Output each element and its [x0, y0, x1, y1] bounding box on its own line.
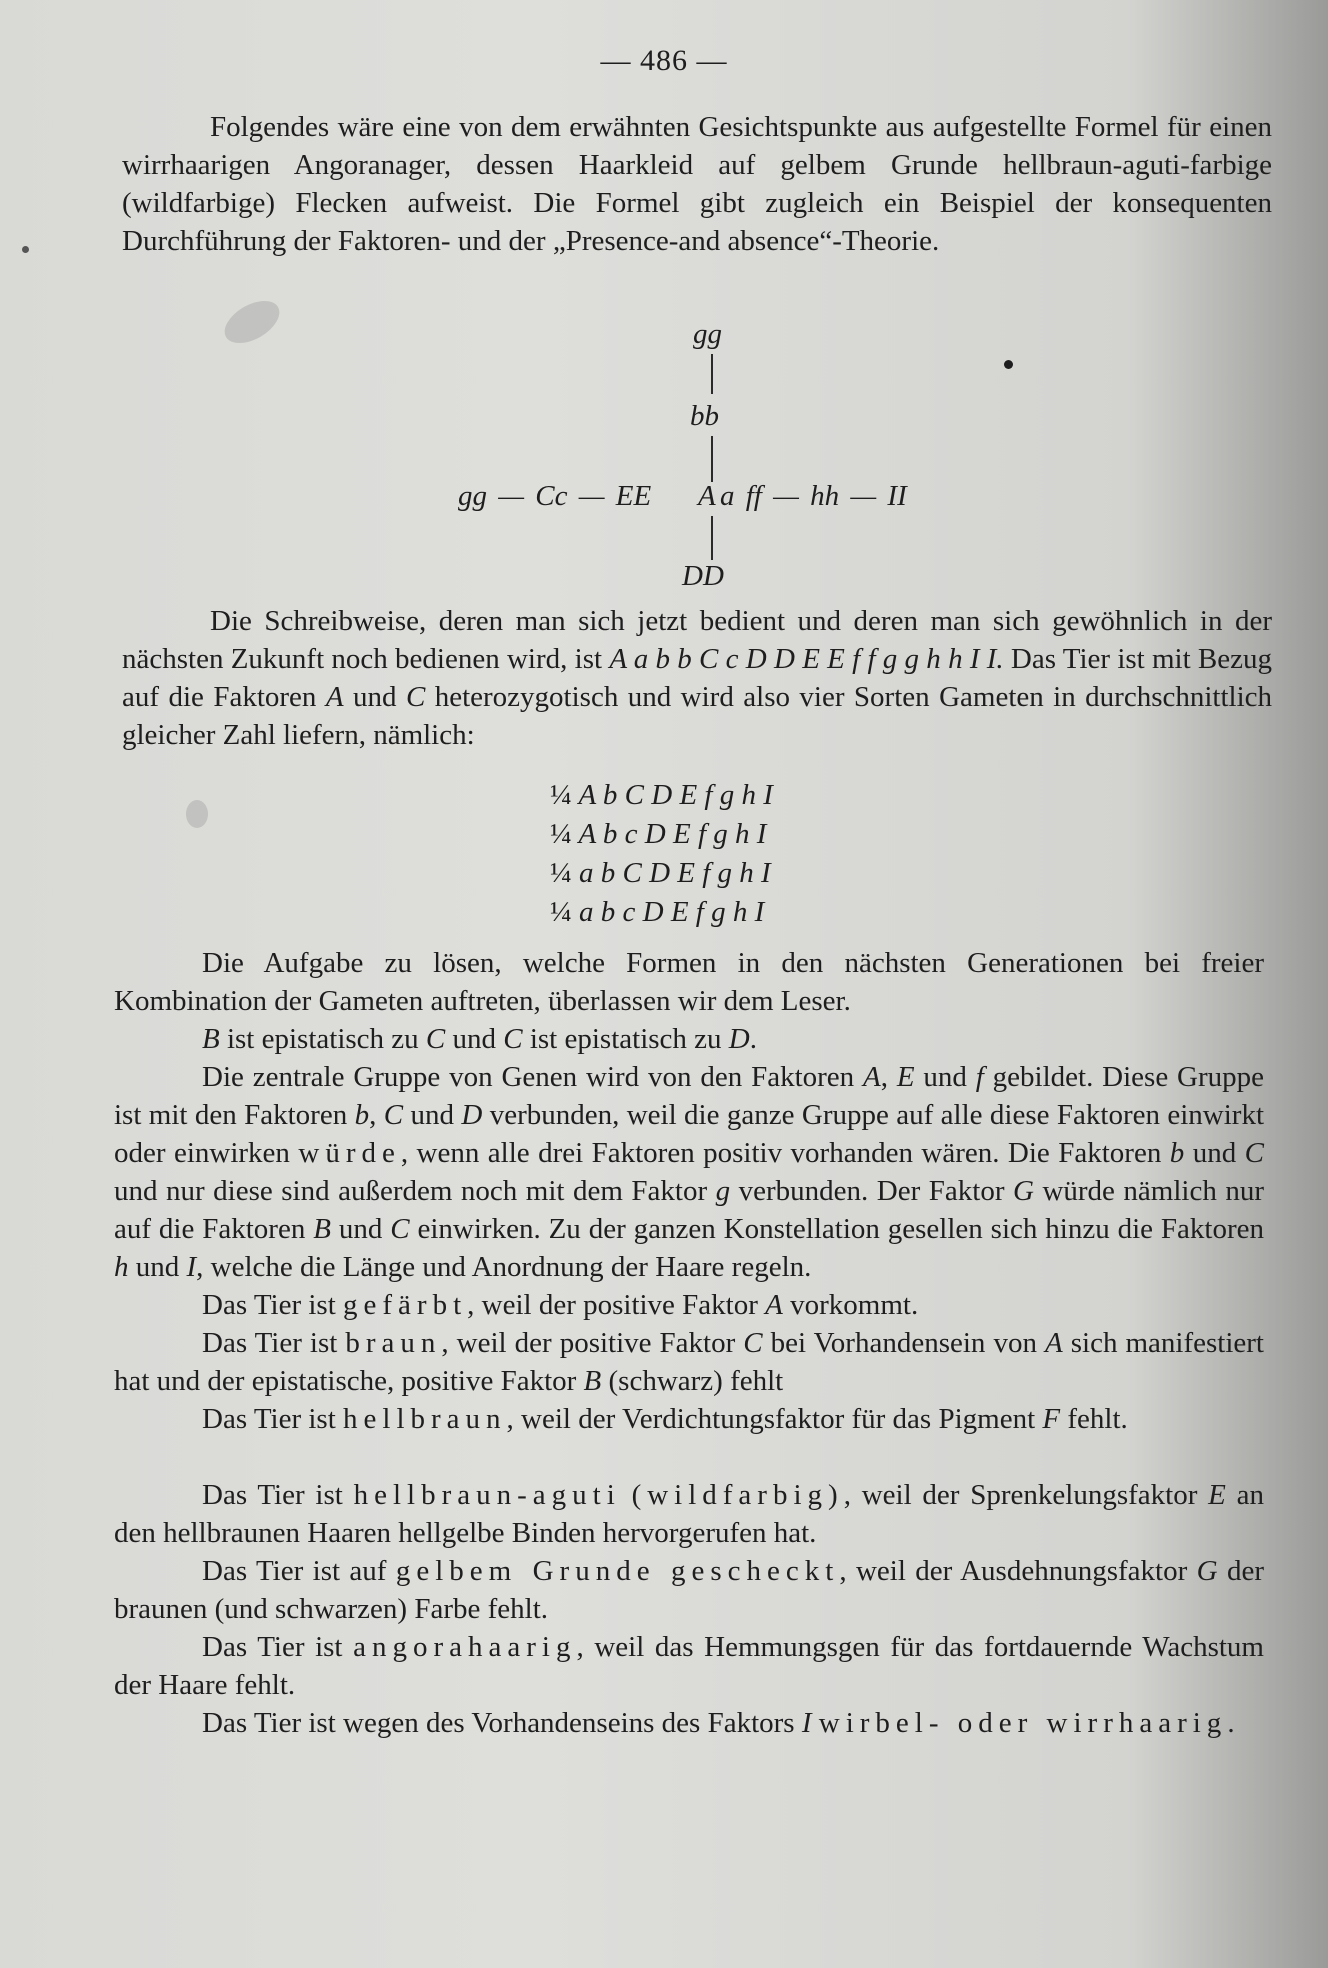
factor: h [114, 1251, 129, 1283]
text: , wenn alle drei Faktoren positiv vorhanden wären. Die Faktoren [400, 1137, 1170, 1169]
text: bei Vorhandensein von [762, 1327, 1045, 1359]
spaced-emphasis: gefärbt [343, 1289, 468, 1321]
text: und [914, 1061, 976, 1093]
factor: b [354, 1099, 370, 1131]
formula-connector-top [711, 354, 713, 394]
text: , weil das Hemmungsgen für das fortdauernde Wachstum der Haare fehlt. [114, 1631, 1264, 1701]
text: und [403, 1099, 462, 1131]
gamete-genes: a b c D E f g h I [579, 896, 765, 928]
factor: E [1208, 1479, 1226, 1511]
text: Die zentrale Gruppe von Genen wird von den Faktoren [202, 1061, 864, 1093]
factor: C [383, 1099, 404, 1131]
fraction: ¼ [550, 779, 572, 811]
text: (schwarz) fehlt [601, 1365, 784, 1397]
page-smudge [186, 800, 208, 828]
text: ist epistatisch zu [219, 1023, 426, 1055]
notation-text [122, 602, 1272, 754]
factor: C [743, 1327, 763, 1359]
text: der braunen (und schwarzen) Farbe fehlt. [114, 1555, 1264, 1625]
formula-connector-lower [711, 516, 713, 560]
text: , [369, 1099, 384, 1131]
factor: G [1196, 1555, 1218, 1587]
spaced-emphasis: gelbem Grunde gescheckt [395, 1555, 840, 1587]
text: Das Tier ist [202, 1289, 344, 1321]
formula-top: gg [693, 318, 722, 350]
text: verbunden. Der Faktor [730, 1175, 1013, 1207]
text: und [128, 1251, 187, 1283]
text: Das Tier ist [202, 1479, 354, 1511]
factor: A [1045, 1327, 1063, 1359]
text: und [330, 1213, 391, 1245]
paragraph-notation [122, 602, 1272, 754]
factor: A [863, 1061, 881, 1093]
factor: C [1244, 1137, 1264, 1169]
text: gebildet. Diese Gruppe ist mit den Faktoren [114, 1061, 1265, 1131]
ink-dot [1004, 360, 1013, 369]
text: würde nämlich nur auf die Faktoren [114, 1175, 1265, 1245]
text: , weil der positive Faktor [467, 1289, 766, 1321]
text: , weil der Ausdehnungsfaktor [839, 1555, 1197, 1587]
text: . [749, 1023, 757, 1055]
factor: g [715, 1175, 731, 1207]
paragraph-body [114, 944, 1264, 1742]
inline-formula: A a b b C c D D E E f f g g h h I I. [609, 643, 1004, 675]
factor: D [728, 1023, 750, 1055]
factor: C [503, 1023, 523, 1055]
formula-upper: bb [690, 400, 719, 432]
factor: C [425, 1023, 446, 1055]
intro-text: Folgendes wäre eine von dem erwähnten Gesichtspunkte aus aufgestellte Formel für einen wirrhaarigen Angoranager, dessen Haarkleid auf gelbem Grunde hellbraun-aguti-farbige (wildfarbige) Flecken aufweist. Die Formel gibt zugleich ein Beispiel der konsequenten Durchführung der Faktoren- und der „Presence-and absence“-Theorie. [122, 111, 1272, 257]
para-coloured [114, 1286, 1264, 1324]
text: an den hellbraunen Haaren hellgelbe Binden hervorgerufen hat. [114, 1479, 1265, 1549]
text: , welche die Länge und Anordnung der Haare regeln. [196, 1251, 812, 1283]
text: verbunden, weil die ganze Gruppe auf alle diese Faktoren einwirkt oder einwirken [114, 1099, 1265, 1169]
factor: C [390, 1213, 410, 1245]
text: und nur diese sind außerdem noch mit dem Faktor [114, 1175, 716, 1207]
text: vorkommt. [782, 1289, 919, 1321]
fraction: ¼ [550, 818, 572, 850]
text: und [445, 1023, 504, 1055]
text: ist epistatisch zu [522, 1023, 729, 1055]
gamete-row [550, 854, 773, 893]
text: , [880, 1061, 897, 1093]
spaced-emphasis: hellbraun-aguti [353, 1479, 621, 1511]
gamete-list [550, 776, 773, 932]
formula-row-right: a ff — hh — II [720, 480, 907, 512]
para-central-group [114, 1058, 1264, 1286]
factor: I [186, 1251, 197, 1283]
text: , weil der Verdichtungsfaktor für das Pigment [506, 1403, 1043, 1435]
factor: B [313, 1213, 331, 1245]
para-angora [114, 1628, 1264, 1704]
text: Das Tier ist [202, 1327, 346, 1359]
factor: G [1013, 1175, 1034, 1207]
gamete-row [550, 776, 773, 815]
text: Die Schreibweise, deren man sich jetzt bedient und deren man sich gewöhnlich in der nächsten Zukunft noch bedienen wird, ist [122, 605, 1272, 675]
para-epistasis [114, 1020, 1264, 1058]
spaced-emphasis: würde [298, 1137, 401, 1169]
text: Das Tier ist wegen des Vorhandenseins des Faktors [202, 1707, 802, 1739]
factor: D [461, 1099, 483, 1131]
para-agouti [114, 1476, 1264, 1552]
spaced-emphasis: braun [345, 1327, 442, 1359]
spaced-emphasis: angorahaarig [353, 1631, 577, 1663]
fraction: ¼ [550, 896, 572, 928]
factor: B [583, 1365, 602, 1397]
text: und [343, 681, 406, 713]
factor: f [975, 1061, 984, 1093]
text: heterozygotisch und wird also vier Sorten Gameten in durchschnittlich gleicher Zahl liefern, nämlich: [122, 681, 1273, 751]
gamete-genes: A b c D E f g h I [578, 818, 767, 850]
spaced-emphasis: wirbel- oder wirrhaarig [818, 1707, 1228, 1739]
spaced-emphasis: (wildfarbig) [631, 1479, 844, 1511]
text: und [1184, 1137, 1245, 1169]
factor: I [801, 1707, 812, 1739]
para-wirehair [114, 1704, 1264, 1742]
para-light-brown [114, 1400, 1264, 1438]
para-spotted [114, 1552, 1264, 1628]
factor: B [202, 1023, 220, 1055]
text: Das Tier ist [202, 1631, 354, 1663]
text: , weil der positive Faktor [441, 1327, 744, 1359]
formula-bottom: DD [682, 560, 724, 592]
factor: A [765, 1289, 783, 1321]
page-number: — 486 — [600, 44, 728, 77]
gamete-row [550, 815, 773, 854]
text: Das Tier ist [202, 1403, 344, 1435]
ink-dot [22, 246, 29, 253]
text: einwirken. Zu der ganzen Konstellation gesellen sich hinzu die Faktoren [409, 1213, 1265, 1245]
para-brown [114, 1324, 1264, 1400]
gamete-genes: a b C D E f g h I [579, 857, 771, 889]
formula-center: A [698, 480, 716, 512]
factor: E [896, 1061, 915, 1093]
formula-connector-upper [711, 436, 713, 482]
spaced-emphasis: hellbraun [343, 1403, 507, 1435]
text: Das Tier ist mit Bezug auf die Faktoren [122, 643, 1272, 713]
text: , weil der Sprenkelungsfaktor [843, 1479, 1209, 1511]
text: sich manifestiert hat und der epistatische, positive Faktor [114, 1327, 1264, 1397]
text: fehlt. [1060, 1403, 1128, 1435]
fraction: ¼ [550, 857, 572, 889]
text: . [1227, 1707, 1235, 1739]
text: Das Tier ist auf [202, 1555, 396, 1587]
gamete-genes: A b C D E f g h I [578, 779, 773, 811]
factor: F [1042, 1403, 1061, 1435]
factor: A [325, 681, 344, 713]
para-task: Die Aufgabe zu lösen, welche Formen in den nächsten Generationen bei freier Kombination der Gameten auftreten, überlassen wir dem Leser. [114, 947, 1264, 1017]
factor: b [1169, 1137, 1185, 1169]
factor: C [405, 681, 426, 713]
gamete-row [550, 893, 773, 932]
formula-row-left: gg — Cc — EE [458, 480, 652, 512]
